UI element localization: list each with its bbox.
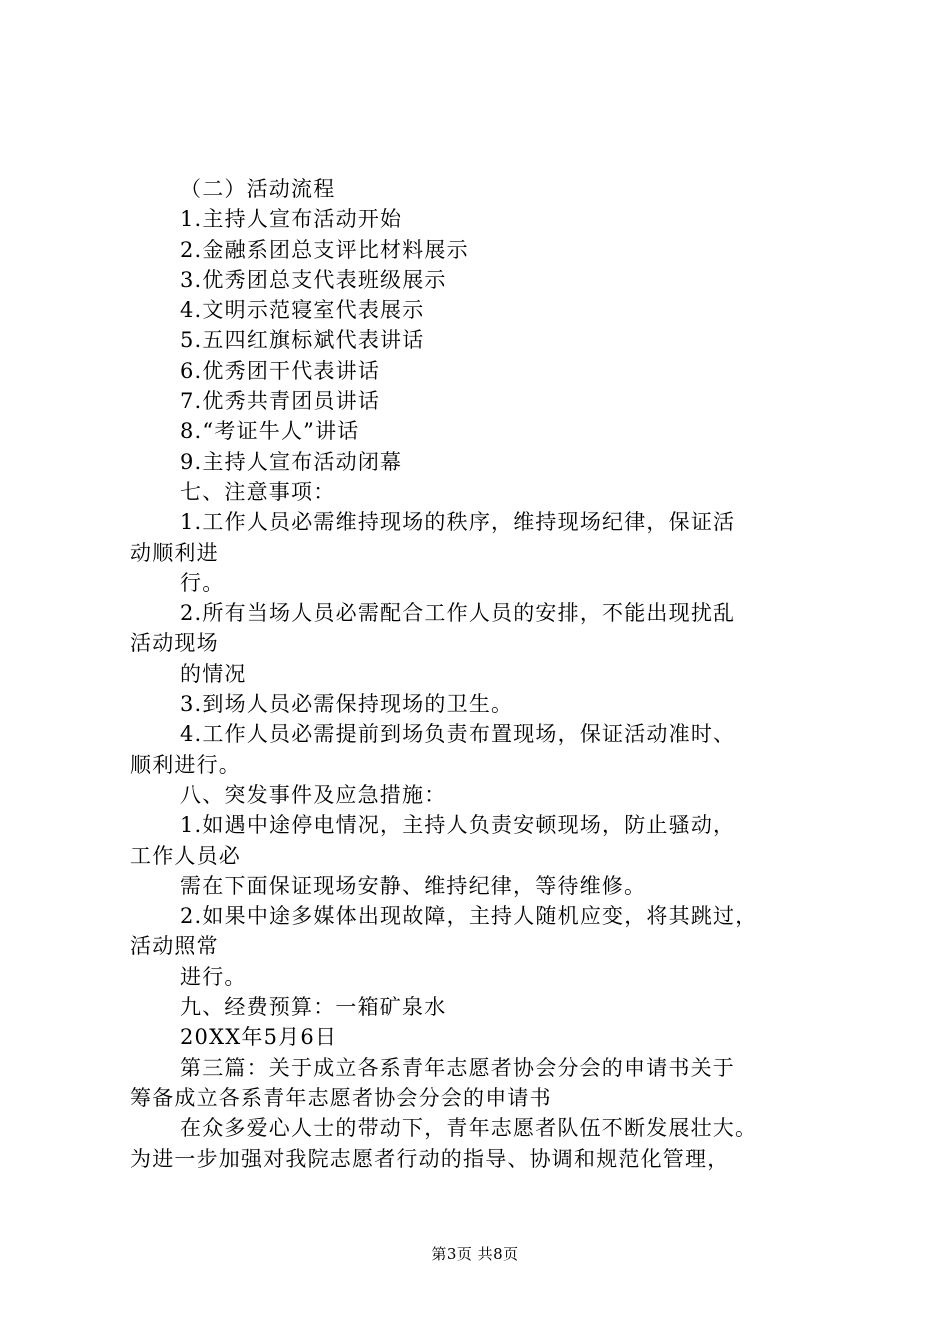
text-line: 七、注意事项： [180,479,336,504]
text-line: （二）活动流程 [180,177,336,201]
text-line: 第三篇：关于成立各系青年志愿者协会分会的申请书关于 [180,1055,735,1080]
page-footer [0,1244,950,1264]
text-line: 顺利进行。 [130,752,241,777]
text-line: 4.工作人员必需提前到场负责布置现场，保证活动准时、 [180,722,736,747]
text-line: 为进一步加强对我院志愿者行动的指导、协调和规范化管理， [130,1146,730,1171]
text-line: 20XX年5月6日 [180,1025,338,1050]
text-line: 2.如果中途多媒体出现故障，主持人随机应变，将其跳过， [180,904,758,929]
text-line: 筹备成立各系青年志愿者协会分会的申请书 [130,1085,552,1110]
text-line: 3.优秀团总支代表班级展示 [180,267,447,292]
text-line: 需在下面保证现场安静、维持纪律，等待维修。 [180,873,647,898]
text-line: 2.金融系团总支评比材料展示 [180,237,469,262]
text-line: 工作人员必 [130,843,241,868]
page-number-label: 第3页 共8页 [431,1245,519,1263]
text-line: 进行。 [180,964,247,989]
text-line: 4.文明示范寝室代表展示 [180,298,425,323]
text-line: 1.工作人员必需维持现场的秩序，维持现场纪律，保证活 [180,510,736,535]
text-line: 6.优秀团干代表讲话 [180,358,381,383]
text-line: 3.到场人员必需保持现场的卫生。 [180,692,514,717]
document-body [130,174,850,1174]
text-line: 动顺利进 [130,540,219,565]
text-line: 1.主持人宣布活动开始 [180,207,403,232]
text-line: 八、突发事件及应急措施： [180,782,447,807]
text-line: 5.五四红旗标斌代表讲话 [180,328,425,353]
text-line: 7.优秀共青团员讲话 [180,389,381,414]
text-line: 的情况 [180,661,247,686]
text-line: 九、经费预算：一箱矿泉水 [180,995,447,1020]
text-line: 活动现场 [130,631,219,656]
text-line: 8.“考证牛人”讲话 [180,419,360,444]
text-line: 2.所有当场人员必需配合工作人员的安排，不能出现扰乱 [180,601,736,626]
text-line: 活动照常 [130,934,219,959]
text-line: 行。 [180,570,225,595]
text-line: 9.主持人宣布活动闭幕 [180,449,403,474]
text-line: 在众多爱心人士的带动下，青年志愿者队伍不断发展壮大。 [180,1116,758,1141]
text-line: 1.如遇中途停电情况，主持人负责安顿现场，防止骚动， [180,813,736,838]
